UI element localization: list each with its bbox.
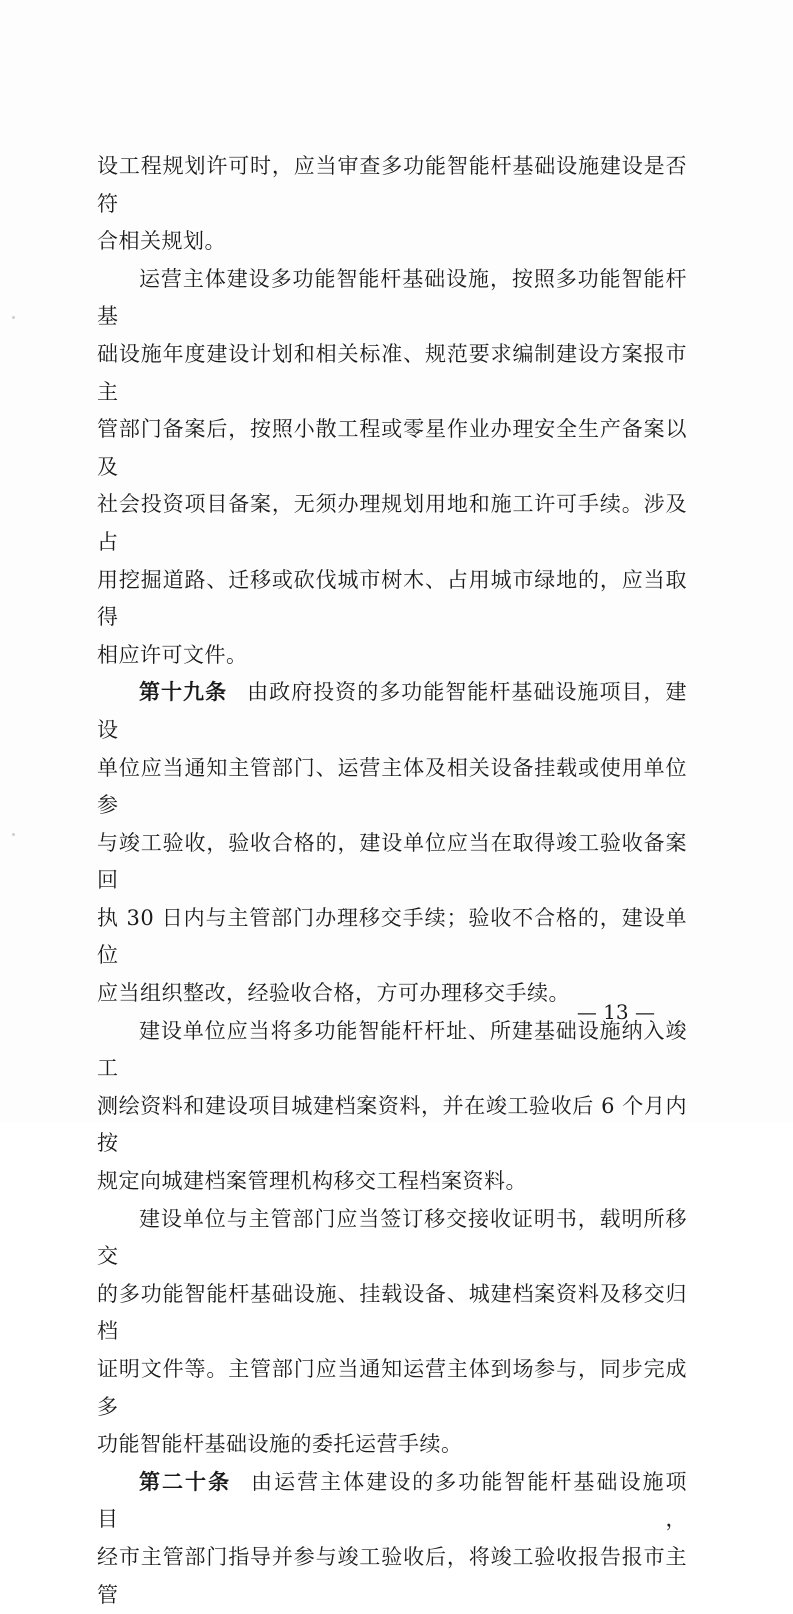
page-number: — 13 — — [576, 1000, 655, 1024]
body-line: 合相关规划。 — [97, 229, 226, 254]
body-line: 运营主体建设多功能智能杆基础设施，按照多功能智能杆基 — [97, 266, 687, 329]
body-line: 经市主管部门指导并参与竣工验收后，将竣工验收报告报市主管 — [97, 1544, 687, 1607]
body-line: 单位应当通知主管部门、运营主体及相关设备挂载或使用单位参 — [97, 755, 687, 818]
body-line: 社会投资项目备案，无须办理规划用地和施工许可手续。涉及占 — [97, 492, 687, 554]
body-text: 由政府投资的多功能智能杆基础设施项目，建设 — [97, 680, 688, 742]
article-heading: 第十九条 — [139, 680, 228, 705]
article-first-line — [97, 1464, 687, 1539]
body-line: 设工程规划许可时，应当审查多功能智能杆基础设施建设是否符 — [97, 154, 687, 216]
body-line: 础设施年度建设计划和相关标准、规范要求编制建设方案报市主 — [97, 341, 687, 404]
article-first-line — [97, 674, 687, 749]
body-line: 测绘资料和建设项目城建档案资料，并在竣工验收后 6 个月内按 — [97, 1093, 687, 1156]
body-line: 建设单位与主管部门应当签订移交接收证明书，载明所移交 — [97, 1206, 687, 1269]
body-line: 管部门备案后，按照小散工程或零星作业办理安全生产备案以及 — [97, 417, 687, 479]
body-line: 规定向城建档案管理机构移交工程档案资料。 — [97, 1169, 527, 1194]
body-line: 证明文件等。主管部门应当通知运营主体到场参与，同步完成多 — [97, 1357, 687, 1419]
body-line: 功能智能杆基础设施的委托运营手续。 — [97, 1432, 463, 1457]
scan-dot — [12, 833, 15, 836]
body-line: 应当组织整改，经验收合格，方可办理移交手续。 — [97, 981, 570, 1006]
body-line: 执 30 日内与主管部门办理移交手续；验收不合格的，建设单位 — [97, 905, 687, 968]
body-line: 相应许可文件。 — [97, 642, 248, 667]
body-line: 的多功能智能杆基础设施、挂载设备、城建档案资料及移交归档 — [97, 1281, 687, 1344]
body-line: 与竣工验收，验收合格的，建设单位应当在取得竣工验收备案回 — [97, 830, 687, 893]
article-heading: 第二十条 — [139, 1469, 232, 1494]
body-line: 用挖掘道路、迁移或砍伐城市树木、占用城市绿地的，应当取得 — [97, 567, 687, 630]
scan-dot — [12, 316, 15, 319]
body-text: 由运营主体建设的多功能智能杆基础设施项目， — [97, 1469, 688, 1532]
document-body — [97, 148, 687, 1614]
body-line: 建设单位应当将多功能智能杆杆址、所建基础设施纳入竣工 — [97, 1018, 687, 1081]
